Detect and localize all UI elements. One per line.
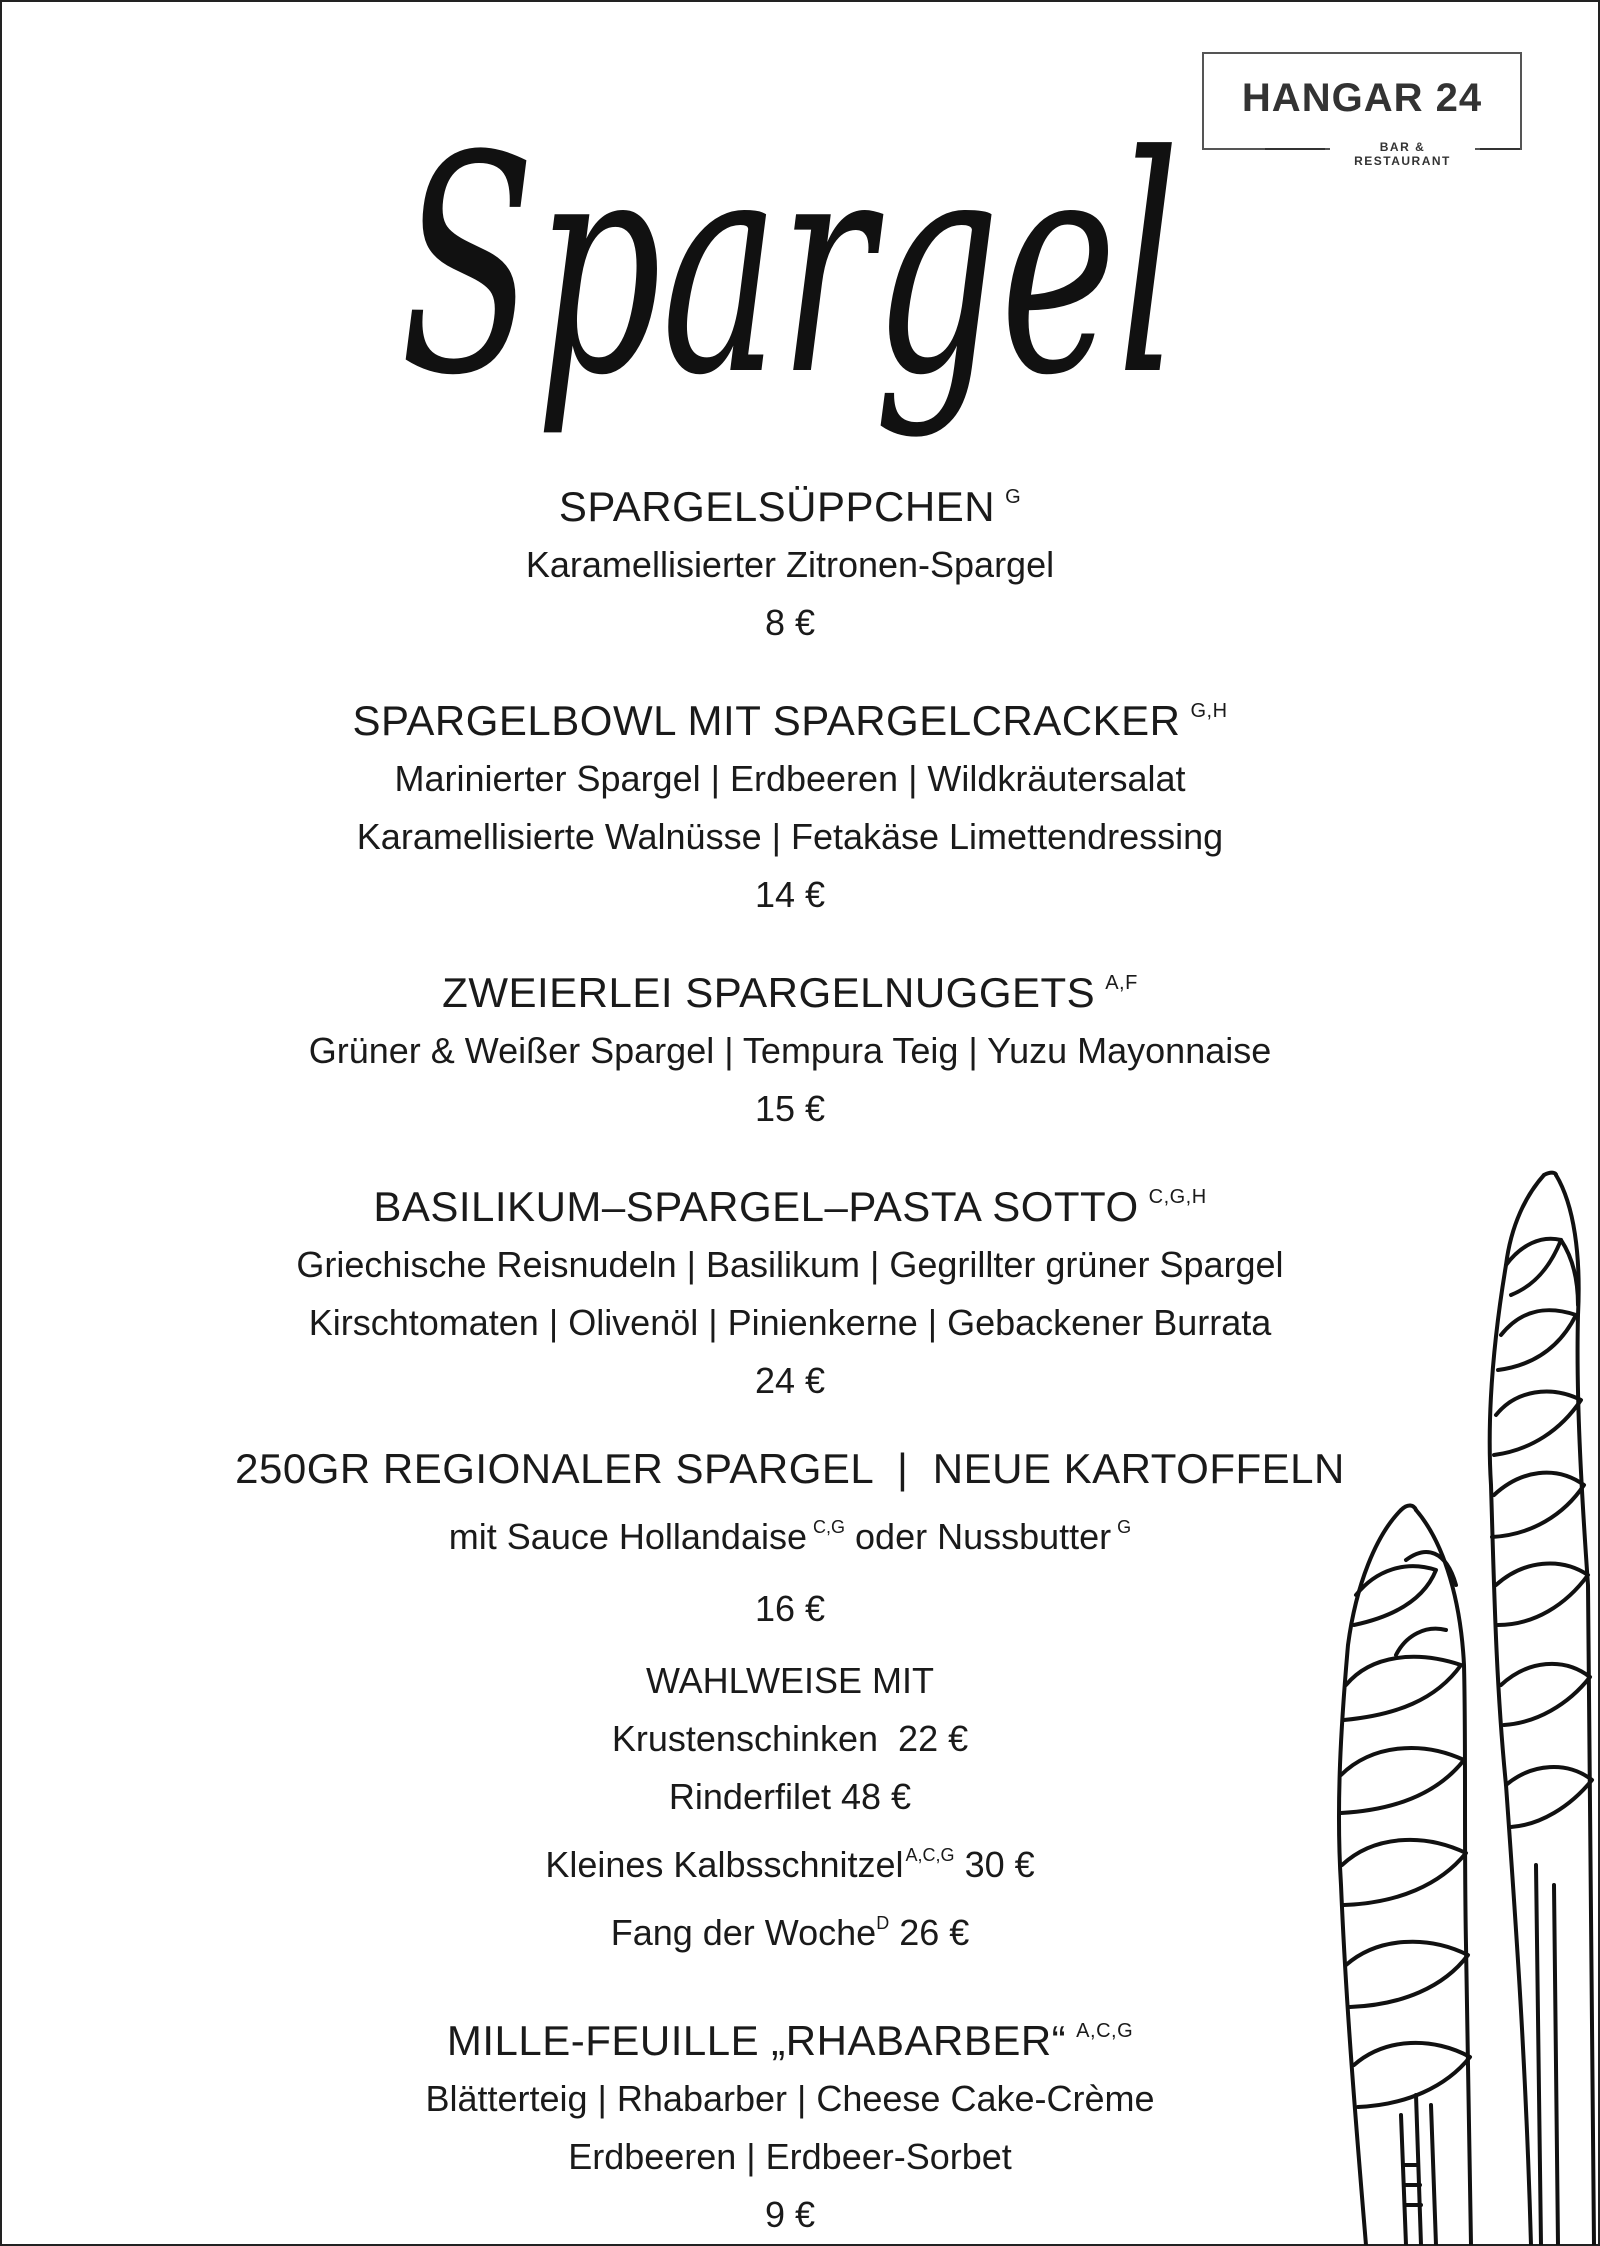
- allergen-codes: A,C,G: [905, 1845, 955, 1865]
- logo-tagline: BAR & RESTAURANT: [1330, 140, 1475, 168]
- asparagus-illustration-icon: [1306, 1165, 1596, 2245]
- logo-name: HANGAR 24: [1241, 76, 1483, 120]
- sauce-line: mit Sauce Hollandaise $^{C,G}$ oder Nussbutter $^G$: [448, 1516, 1132, 1557]
- item-name: 250GR REGIONALER SPARGEL | NEUE KARTOFFELN: [235, 1445, 1345, 1492]
- menu-item-4: [150, 1168, 1430, 1410]
- restaurant-logo: [1202, 52, 1522, 150]
- item-description: Blätterteig | Rhabarber | Cheese Cake-Crème: [425, 2078, 1155, 2119]
- item-price: 15 €: [754, 1088, 826, 1129]
- menu-item-main: [150, 1440, 1430, 1962]
- item-description: Karamellisierter Zitronen-Spargel: [525, 544, 1055, 585]
- item-description: Grüner & Weißer Spargel | Tempura Teig | Yuzu Mayonnaise: [308, 1030, 1272, 1071]
- logo-divider-left: [1265, 148, 1325, 150]
- item-name: MILLE-FEUILLE „RHABARBER“ $^{A,C,G}$: [446, 2017, 1134, 2064]
- menu-item-3: [150, 954, 1430, 1138]
- menu-item-1: [150, 468, 1430, 652]
- item-description: Erdbeeren | Erdbeer-Sorbet: [568, 2136, 1012, 2177]
- menu-item-2: [150, 682, 1430, 924]
- item-description: Karamellisierte Walnüsse | Fetakäse Limettendressing: [356, 816, 1224, 857]
- allergen-codes: D: [876, 1913, 890, 1933]
- allergen-codes: G: [1117, 1517, 1132, 1537]
- option-line: Kleines Kalbsschnitzel $^{A,C,G}$ 30 €: [545, 1844, 1035, 1885]
- option-line: Rinderfilet 48 €: [668, 1776, 912, 1817]
- allergen-codes: C,G,H: [1148, 1186, 1207, 1208]
- item-description: Griechische Reisnudeln | Basilikum | Gegrillter grüner Spargel: [296, 1244, 1284, 1285]
- item-price: 24 €: [754, 1360, 826, 1401]
- allergen-codes: G: [1005, 486, 1022, 508]
- item-price: 16 €: [754, 1588, 826, 1629]
- page-title: Spargel: [400, 92, 1180, 441]
- allergen-codes: C,G: [813, 1517, 846, 1537]
- menu: [150, 468, 1430, 2244]
- title-graphic: [380, 70, 1220, 470]
- item-description: Kirschtomaten | Olivenöl | Pinienkerne | Gebackener Burrata: [308, 1302, 1272, 1343]
- item-name: BASILIKUM–SPARGEL–PASTA SOTTO $^{C,G,H}$: [373, 1183, 1207, 1230]
- item-name: ZWEIERLEI SPARGELNUGGETS $^{A,F}$: [442, 969, 1138, 1016]
- allergen-codes: A,F: [1105, 972, 1138, 994]
- allergen-codes: A,C,G: [1076, 2020, 1134, 2042]
- item-name: SPARGELSÜPPCHEN $^G$: [558, 483, 1022, 530]
- logo-divider-right: [1480, 148, 1520, 150]
- item-price: 8 €: [764, 602, 816, 643]
- menu-item-dessert: [150, 2002, 1430, 2244]
- item-price: 9 €: [764, 2194, 816, 2235]
- option-line: Fang der Woche$^D$ 26 €: [610, 1912, 970, 1953]
- allergen-codes: G,H: [1190, 700, 1228, 722]
- item-name: SPARGELBOWL MIT SPARGELCRACKER $^{G,H}$: [352, 697, 1228, 744]
- item-description: Marinierter Spargel | Erdbeeren | Wildkräutersalat: [394, 758, 1186, 799]
- options-title: WAHLWEISE MIT: [646, 1660, 934, 1701]
- option-line: Krustenschinken 22 €: [611, 1718, 969, 1759]
- item-price: 14 €: [754, 874, 826, 915]
